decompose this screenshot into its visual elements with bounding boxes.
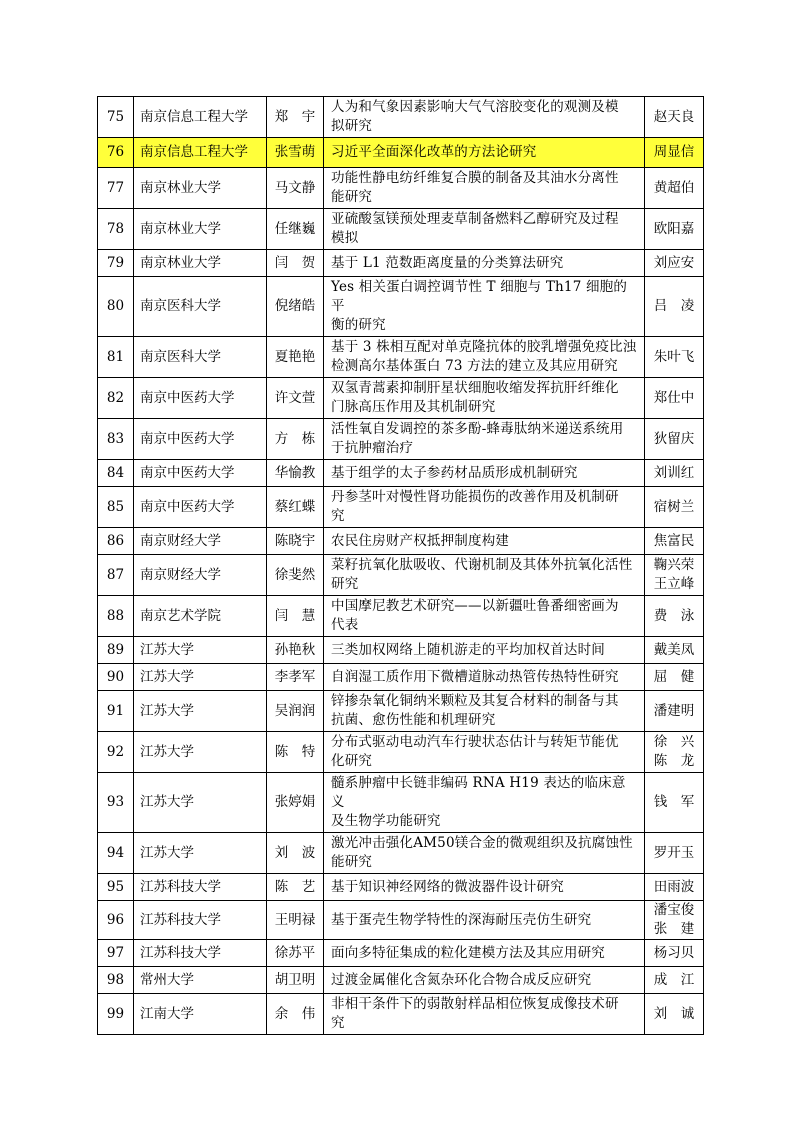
- table-row: [98, 967, 704, 994]
- student-name-cell: 陈 艺: [267, 874, 324, 901]
- advisor-name: 费 泳: [653, 607, 695, 624]
- advisor-cell: [645, 994, 704, 1035]
- advisor-name: 赵天良: [653, 108, 695, 125]
- advisor-name: 杨习贝: [653, 944, 695, 961]
- university-cell: 江苏大学: [134, 637, 267, 664]
- advisor-name: 刘应安: [653, 254, 695, 271]
- row-number: 96: [98, 901, 134, 940]
- thesis-title-line: 自润湿工质作用下微槽道脉动热管传热特性研究: [331, 668, 619, 685]
- row-number: 99: [98, 994, 134, 1035]
- thesis-title-line: 双氢青蒿素抑制肝星状细胞收缩发挥抗肝纤维化: [331, 380, 619, 396]
- thesis-title-line: 基于 L1 范数距离度量的分类算法研究: [331, 254, 564, 271]
- thesis-title-cell: [324, 732, 645, 773]
- advisor-cell: [645, 732, 704, 773]
- thesis-title-cell: [324, 637, 645, 664]
- advisor-cell: [645, 773, 704, 833]
- table-row: [98, 901, 704, 940]
- university-cell: 南京林业大学: [134, 250, 267, 277]
- student-name-cell: 李孝军: [267, 664, 324, 691]
- table-row: [98, 691, 704, 732]
- student-name-cell: 马文静: [267, 168, 324, 209]
- row-number: 84: [98, 460, 134, 487]
- table-row-highlighted: [98, 138, 704, 168]
- student-name-cell: 胡卫明: [267, 967, 324, 994]
- table-row: [98, 637, 704, 664]
- thesis-title-cell: [324, 250, 645, 277]
- row-number: 82: [98, 378, 134, 419]
- thesis-title-line: 面向多特征集成的粒化建模方法及其应用研究: [331, 944, 605, 961]
- thesis-title-cell: [324, 994, 645, 1035]
- university-cell: 江苏大学: [134, 773, 267, 833]
- table-row: [98, 940, 704, 967]
- advisor-name: 黄超伯: [653, 179, 695, 196]
- table-row: [98, 528, 704, 555]
- thesis-title-cell: [324, 138, 645, 168]
- advisor-name: 鞠兴荣: [653, 557, 695, 573]
- table-row: [98, 487, 704, 528]
- row-number: 79: [98, 250, 134, 277]
- advisor-cell: [645, 487, 704, 528]
- thesis-title-line: 基于 3 株相互配对单克隆抗体的胶乳增强免疫比浊: [331, 339, 637, 355]
- advisor-cell: [645, 97, 704, 138]
- table-row: [98, 209, 704, 250]
- thesis-title-cell: [324, 277, 645, 337]
- thesis-title-line: 化研究: [331, 753, 373, 769]
- advisor-name: 欧阳嘉: [653, 220, 695, 237]
- advisor-name: 朱叶飞: [653, 348, 695, 365]
- university-cell: 江苏科技大学: [134, 940, 267, 967]
- thesis-title-cell: [324, 874, 645, 901]
- student-name-cell: 闫 贺: [267, 250, 324, 277]
- thesis-title-line: 拟研究: [331, 118, 373, 134]
- advisor-name: 陈 龙: [653, 753, 695, 769]
- thesis-title-cell: [324, 901, 645, 940]
- university-cell: 江苏科技大学: [134, 874, 267, 901]
- table-row: [98, 732, 704, 773]
- award-list-table: [97, 96, 704, 1035]
- student-name-cell: 徐斐然: [267, 555, 324, 596]
- thesis-title-line: 及生物学功能研究: [331, 813, 441, 829]
- thesis-title-cell: [324, 168, 645, 209]
- thesis-title-line: 亚硫酸氢镁预处理麦草制备燃料乙醇研究及过程: [331, 211, 619, 227]
- advisor-name: 宿树兰: [653, 498, 695, 515]
- advisor-name: 王立峰: [653, 576, 695, 592]
- student-name-cell: 陈 特: [267, 732, 324, 773]
- thesis-title-line: 基于组学的太子参药材品质形成机制研究: [331, 464, 578, 481]
- table-row: [98, 555, 704, 596]
- row-number: 80: [98, 277, 134, 337]
- university-cell: 江苏大学: [134, 732, 267, 773]
- student-name-cell: 徐苏平: [267, 940, 324, 967]
- row-number: 95: [98, 874, 134, 901]
- advisor-name: 田雨波: [653, 878, 695, 895]
- student-name-cell: 方 栋: [267, 419, 324, 460]
- student-name-cell: 任继巍: [267, 209, 324, 250]
- thesis-title-cell: [324, 460, 645, 487]
- advisor-cell: [645, 168, 704, 209]
- thesis-title-line: 丹参茎叶对慢性肾功能损伤的改善作用及机制研: [331, 489, 619, 505]
- university-cell: 江苏大学: [134, 691, 267, 732]
- thesis-title-line: 激光冲击强化AM50镁合金的微观组织及抗腐蚀性: [331, 835, 633, 851]
- row-number: 78: [98, 209, 134, 250]
- advisor-cell: [645, 378, 704, 419]
- table-row: [98, 664, 704, 691]
- thesis-title-line: 人为和气象因素影响大气气溶胶变化的观测及模: [331, 99, 619, 115]
- advisor-name: 潘建明: [653, 702, 695, 719]
- student-name-cell: 蔡红蝶: [267, 487, 324, 528]
- advisor-name: 潘宝俊: [653, 902, 695, 918]
- student-name-cell: 夏艳艳: [267, 337, 324, 378]
- thesis-title-cell: [324, 378, 645, 419]
- thesis-title-line: 基于蛋壳生物学特性的深海耐压壳仿生研究: [331, 911, 592, 928]
- row-number: 75: [98, 97, 134, 138]
- advisor-cell: [645, 691, 704, 732]
- thesis-title-line: 髓系肿瘤中长链非编码 RNA H19 表达的临床意义: [331, 775, 626, 810]
- advisor-name: 刘训红: [653, 464, 695, 481]
- thesis-title-line: 基于知识神经网络的微波器件设计研究: [331, 878, 564, 895]
- table-row: [98, 596, 704, 637]
- thesis-title-line: 于抗肿瘤治疗: [331, 440, 414, 456]
- thesis-title-line: 三类加权网络上随机游走的平均加权首达时间: [331, 641, 605, 658]
- advisor-cell: [645, 250, 704, 277]
- table-row: [98, 419, 704, 460]
- thesis-title-line: 代表: [331, 617, 359, 633]
- row-number: 97: [98, 940, 134, 967]
- student-name-cell: 倪绪皓: [267, 277, 324, 337]
- thesis-title-cell: [324, 596, 645, 637]
- thesis-title-line: 抗菌、愈伤性能和机理研究: [331, 712, 496, 728]
- advisor-cell: [645, 528, 704, 555]
- university-cell: 南京中医药大学: [134, 487, 267, 528]
- advisor-name: 焦富民: [653, 532, 695, 549]
- university-cell: 南京中医药大学: [134, 419, 267, 460]
- advisor-cell: [645, 637, 704, 664]
- student-name-cell: 华愉教: [267, 460, 324, 487]
- thesis-title-line: 菜籽抗氧化肽吸收、代谢机制及其体外抗氧化活性: [331, 557, 633, 573]
- table-row: [98, 168, 704, 209]
- advisor-cell: [645, 138, 704, 168]
- advisor-cell: [645, 967, 704, 994]
- row-number: 93: [98, 773, 134, 833]
- thesis-title-line: 能研究: [331, 854, 373, 870]
- advisor-cell: [645, 664, 704, 691]
- student-name-cell: 刘 波: [267, 833, 324, 874]
- row-number: 88: [98, 596, 134, 637]
- student-name-cell: 孙艳秋: [267, 637, 324, 664]
- row-number: 76: [98, 138, 134, 168]
- thesis-title-cell: [324, 833, 645, 874]
- thesis-title-cell: [324, 487, 645, 528]
- row-number: 92: [98, 732, 134, 773]
- thesis-title-line: 活性氧自发调控的茶多酚-蜂毒肽纳米递送系统用: [331, 421, 624, 437]
- advisor-cell: [645, 833, 704, 874]
- student-name-cell: 闫 慧: [267, 596, 324, 637]
- thesis-title-line: 能研究: [331, 189, 373, 205]
- table-row: [98, 773, 704, 833]
- row-number: 90: [98, 664, 134, 691]
- university-cell: 江南大学: [134, 994, 267, 1035]
- row-number: 85: [98, 487, 134, 528]
- thesis-title-cell: [324, 940, 645, 967]
- thesis-title-line: 过渡金属催化含氮杂环化合物合成反应研究: [331, 971, 592, 988]
- table-row: [98, 337, 704, 378]
- advisor-name: 张 建: [653, 921, 695, 937]
- thesis-title-line: 究: [331, 1015, 345, 1031]
- advisor-name: 刘 诚: [653, 1005, 695, 1022]
- thesis-title-line: 研究: [331, 576, 359, 592]
- table-row: [98, 97, 704, 138]
- row-number: 81: [98, 337, 134, 378]
- thesis-title-cell: [324, 664, 645, 691]
- thesis-title-line: 习近平全面深化改革的方法论研究: [331, 144, 537, 160]
- thesis-title-cell: [324, 209, 645, 250]
- advisor-name: 钱 军: [653, 794, 695, 810]
- university-cell: 南京信息工程大学: [134, 97, 267, 138]
- table-body: [98, 97, 704, 1035]
- university-cell: 江苏科技大学: [134, 901, 267, 940]
- row-number: 89: [98, 637, 134, 664]
- university-cell: 南京中医药大学: [134, 378, 267, 419]
- advisor-name: 成 江: [653, 971, 695, 988]
- table-row: [98, 874, 704, 901]
- advisor-cell: [645, 596, 704, 637]
- thesis-title-line: 锌掺杂氧化铜纳米颗粒及其复合材料的制备与其: [331, 693, 619, 709]
- advisor-name: 屈 健: [653, 668, 695, 685]
- advisor-name: 狄留庆: [653, 430, 695, 447]
- university-cell: 南京信息工程大学: [134, 138, 267, 168]
- university-cell: 江苏大学: [134, 833, 267, 874]
- student-name-cell: 张雪萌: [267, 138, 324, 168]
- advisor-cell: [645, 555, 704, 596]
- thesis-title-cell: [324, 419, 645, 460]
- university-cell: 常州大学: [134, 967, 267, 994]
- row-number: 87: [98, 555, 134, 596]
- student-name-cell: 张婷娟: [267, 773, 324, 833]
- university-cell: 南京林业大学: [134, 168, 267, 209]
- advisor-cell: [645, 419, 704, 460]
- university-cell: 南京财经大学: [134, 528, 267, 555]
- advisor-name: 戴美凤: [653, 641, 695, 658]
- row-number: 94: [98, 833, 134, 874]
- thesis-title-line: 非相干条件下的弱散射样品相位恢复成像技术研: [331, 996, 619, 1012]
- advisor-name: 徐 兴: [653, 734, 695, 750]
- advisor-cell: [645, 460, 704, 487]
- row-number: 83: [98, 419, 134, 460]
- thesis-title-cell: [324, 555, 645, 596]
- table-row: [98, 277, 704, 337]
- advisor-cell: [645, 337, 704, 378]
- university-cell: 南京艺术学院: [134, 596, 267, 637]
- advisor-cell: [645, 277, 704, 337]
- student-name-cell: 吴润润: [267, 691, 324, 732]
- table-row: [98, 460, 704, 487]
- advisor-name: 罗开玉: [653, 844, 695, 861]
- thesis-title-line: 分布式驱动电动汽车行驶状态估计与转矩节能优: [331, 734, 619, 750]
- row-number: 77: [98, 168, 134, 209]
- thesis-title-line: 究: [331, 508, 345, 524]
- advisor-cell: [645, 874, 704, 901]
- thesis-title-cell: [324, 97, 645, 138]
- table-row: [98, 833, 704, 874]
- thesis-title-line: 中国摩尼教艺术研究——以新疆吐鲁番细密画为: [331, 598, 619, 614]
- student-name-cell: 王明禄: [267, 901, 324, 940]
- table-row: [98, 378, 704, 419]
- table-row: [98, 250, 704, 277]
- row-number: 86: [98, 528, 134, 555]
- thesis-title-line: 模拟: [331, 230, 359, 246]
- thesis-title-cell: [324, 773, 645, 833]
- thesis-title-line: 检测高尔基体蛋白 73 方法的建立及其应用研究: [331, 358, 618, 374]
- advisor-cell: [645, 209, 704, 250]
- thesis-title-line: 农民住房财产权抵押制度构建: [331, 532, 510, 549]
- university-cell: 江苏大学: [134, 664, 267, 691]
- table-row: [98, 994, 704, 1035]
- student-name-cell: 郑 宇: [267, 97, 324, 138]
- row-number: 91: [98, 691, 134, 732]
- thesis-title-line: Yes 相关蛋白调控调节性 T 细胞与 Th17 细胞的平: [331, 279, 628, 314]
- student-name-cell: 余 伟: [267, 994, 324, 1035]
- university-cell: 南京林业大学: [134, 209, 267, 250]
- university-cell: 南京医科大学: [134, 337, 267, 378]
- advisor-name: 郑仕中: [653, 389, 695, 406]
- row-number: 98: [98, 967, 134, 994]
- thesis-title-cell: [324, 528, 645, 555]
- thesis-title-cell: [324, 691, 645, 732]
- thesis-title-line: 门脉高压作用及其机制研究: [331, 399, 496, 415]
- thesis-title-line: 功能性静电纺纤维复合膜的制备及其油水分离性: [331, 170, 619, 186]
- thesis-title-cell: [324, 967, 645, 994]
- thesis-title-cell: [324, 337, 645, 378]
- advisor-name: 周显信: [653, 144, 695, 160]
- university-cell: 南京医科大学: [134, 277, 267, 337]
- advisor-name: 吕 凌: [653, 298, 695, 314]
- student-name-cell: 陈晓宇: [267, 528, 324, 555]
- student-name-cell: 许文萱: [267, 378, 324, 419]
- thesis-title-line: 衡的研究: [331, 317, 386, 333]
- advisor-cell: [645, 940, 704, 967]
- advisor-cell: [645, 901, 704, 940]
- university-cell: 南京财经大学: [134, 555, 267, 596]
- university-cell: 南京中医药大学: [134, 460, 267, 487]
